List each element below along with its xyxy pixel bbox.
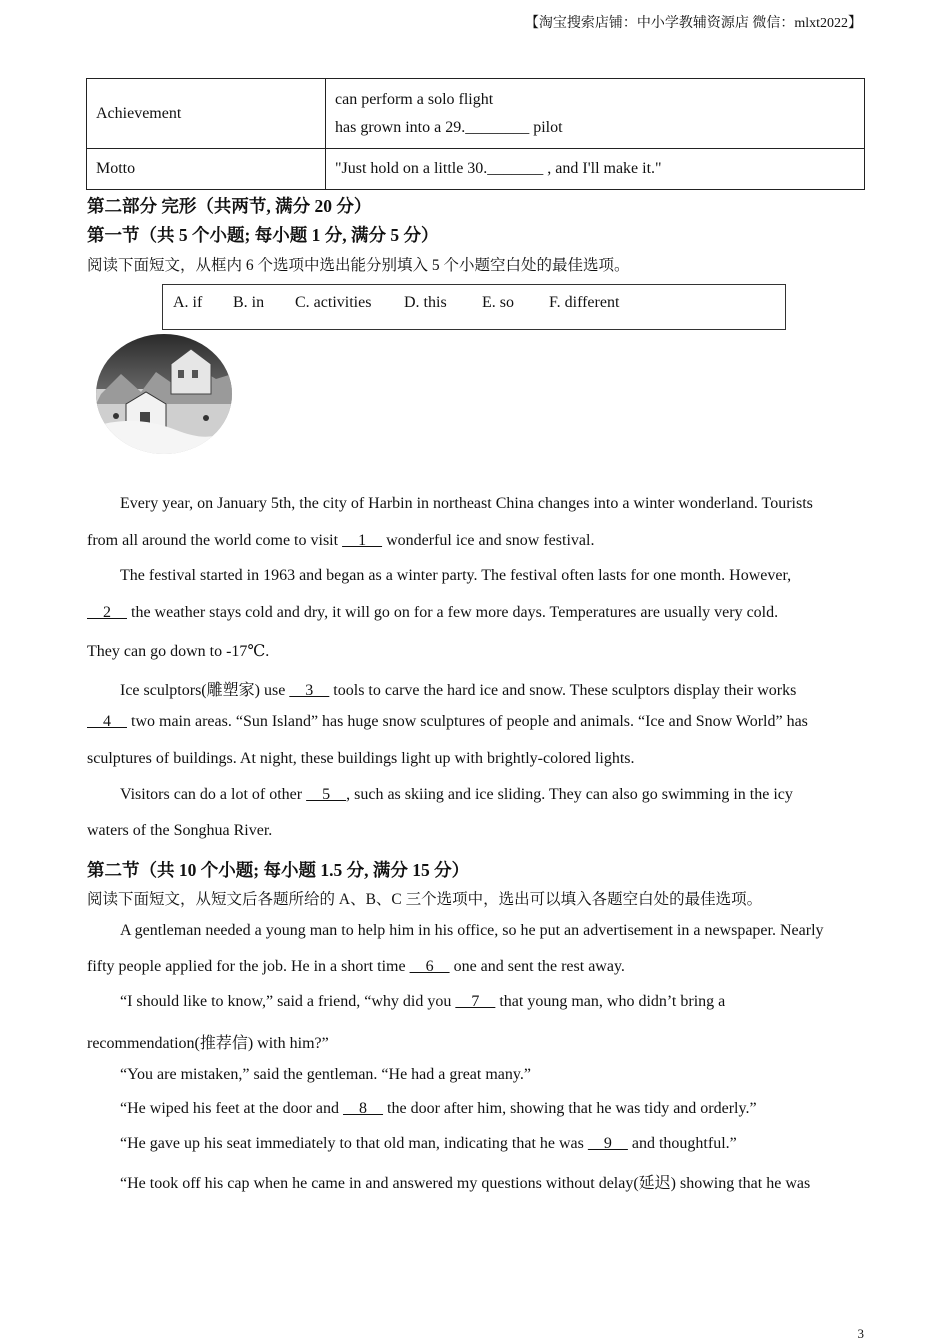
passage1-line [87, 532, 867, 550]
section1-heading: 第一节（共 5 个小题; 每小题 1 分, 满分 5 分） [87, 225, 439, 245]
passage2-line: A gentleman needed a young man to help him in his office, so he put an advertisement in a newspaper. Nearly [120, 922, 824, 939]
text-segment: “He wiped his feet at the door and [120, 1100, 344, 1117]
table-value [326, 149, 865, 190]
passage2-line: recommendation(推荐信) with him?” [87, 1035, 329, 1052]
text-segment: from all around the world come to visit [87, 532, 343, 549]
text-segment: “I should like to know,” said a friend, “why did you [120, 993, 456, 1010]
passage1-line: Every year, on January 5th, the city of Harbin in northeast China changes into a winter wonderland. Tourists [120, 495, 813, 512]
table-line: has grown into a 29.________ pilot [335, 118, 563, 136]
text-segment: and thoughtful.” [627, 1135, 737, 1152]
passage2-line [87, 1135, 900, 1153]
option-b: B. in [233, 294, 265, 311]
blank-5: 5 [306, 786, 347, 803]
blank-4: 4 [87, 713, 127, 730]
passage1-line: waters of the Songhua River. [87, 822, 273, 839]
table-line: "Just hold on a little 30._______ , and I'll make it." [335, 160, 662, 177]
text-segment: , such as skiing and ice sliding. They can also go swimming in the icy [346, 786, 793, 803]
text-segment: that young man, who didn’t bring a [495, 993, 726, 1010]
passage2-line [87, 993, 900, 1011]
table-value [326, 79, 865, 149]
blank-9: 9 [587, 1135, 628, 1152]
text-segment: wonderful ice and snow festival. [382, 532, 595, 549]
page-number: 3 [857, 1326, 864, 1341]
blank-6: 6 [409, 958, 450, 975]
options-box [162, 284, 786, 330]
text-segment: fifty people applied for the job. He in a short time [87, 958, 410, 975]
passage1-line: The festival started in 1963 and began as a winter party. The festival often lasts for one month. However, [120, 567, 792, 584]
passage2-line [87, 958, 867, 976]
passage2-line [87, 1100, 900, 1118]
table-key: Motto [87, 149, 326, 190]
blank-8: 8 [343, 1100, 384, 1117]
option-c: C. activities [295, 294, 372, 311]
blank-3: 3 [289, 682, 330, 699]
table-key: Achievement [87, 79, 326, 149]
section1-instruction: 阅读下面短文，从框内 6 个选项中选出能分别填入 5 个小题空白处的最佳选项。 [87, 257, 630, 274]
blank-2: 2 [87, 604, 127, 621]
option-f: F. different [549, 294, 620, 311]
option-a: A. if [173, 294, 203, 311]
text-segment: two main areas. “Sun Island” has huge snow sculptures of people and animals. “Ice and Snow World” has [127, 713, 808, 730]
page-header: 【淘宝搜索店铺：中小学教辅资源店 微信：mlxt2022】 [524, 16, 862, 31]
text-segment: the door after him, showing that he was tidy and orderly.” [383, 1100, 757, 1117]
text-segment: “He gave up his seat immediately to that old man, indicating that he was [120, 1135, 588, 1152]
passage1-line: sculptures of buildings. At night, these buildings light up with brightly-colored lights. [87, 750, 635, 767]
harbin-ice-festival-photo [96, 334, 232, 454]
passage2-line: “You are mistaken,” said the gentleman. “He had a great many.” [120, 1066, 531, 1083]
option-e: E. so [482, 294, 514, 311]
info-table [86, 78, 865, 190]
text-segment: tools to carve the hard ice and snow. These sculptors display their works [329, 682, 797, 699]
text-segment: Visitors can do a lot of other [120, 786, 307, 803]
passage1-line: They can go down to -17℃. [87, 643, 270, 660]
option-d: D. this [404, 294, 447, 311]
text-segment: one and sent the rest away. [449, 958, 625, 975]
passage1-line [87, 713, 867, 731]
passage1-line [87, 786, 900, 804]
passage1-line [87, 677, 900, 700]
text-segment: the weather stays cold and dry, it will go on for a few more days. Temperatures are usually very cold. [127, 604, 779, 621]
blank-7: 7 [455, 993, 496, 1010]
section2-heading: 第二节（共 10 个小题; 每小题 1.5 分, 满分 15 分） [87, 860, 470, 880]
table-row [87, 79, 865, 149]
blank-1: 1 [342, 532, 383, 549]
table-line: can perform a solo flight [335, 90, 494, 108]
passage1-line [87, 604, 867, 622]
passage2-line: “He took off his cap when he came in and answered my questions without delay(延迟) showing that he was [120, 1175, 811, 1192]
table-row [87, 149, 865, 190]
section2-instruction: 阅读下面短文，从短文后各题所给的 A、B、C 三个选项中，选出可以填入各题空白处的最佳选项。 [87, 891, 763, 908]
part2-heading: 第二部分 完形（共两节, 满分 20 分） [87, 196, 372, 216]
text-segment: Ice sculptors(雕塑家) use [120, 682, 290, 699]
